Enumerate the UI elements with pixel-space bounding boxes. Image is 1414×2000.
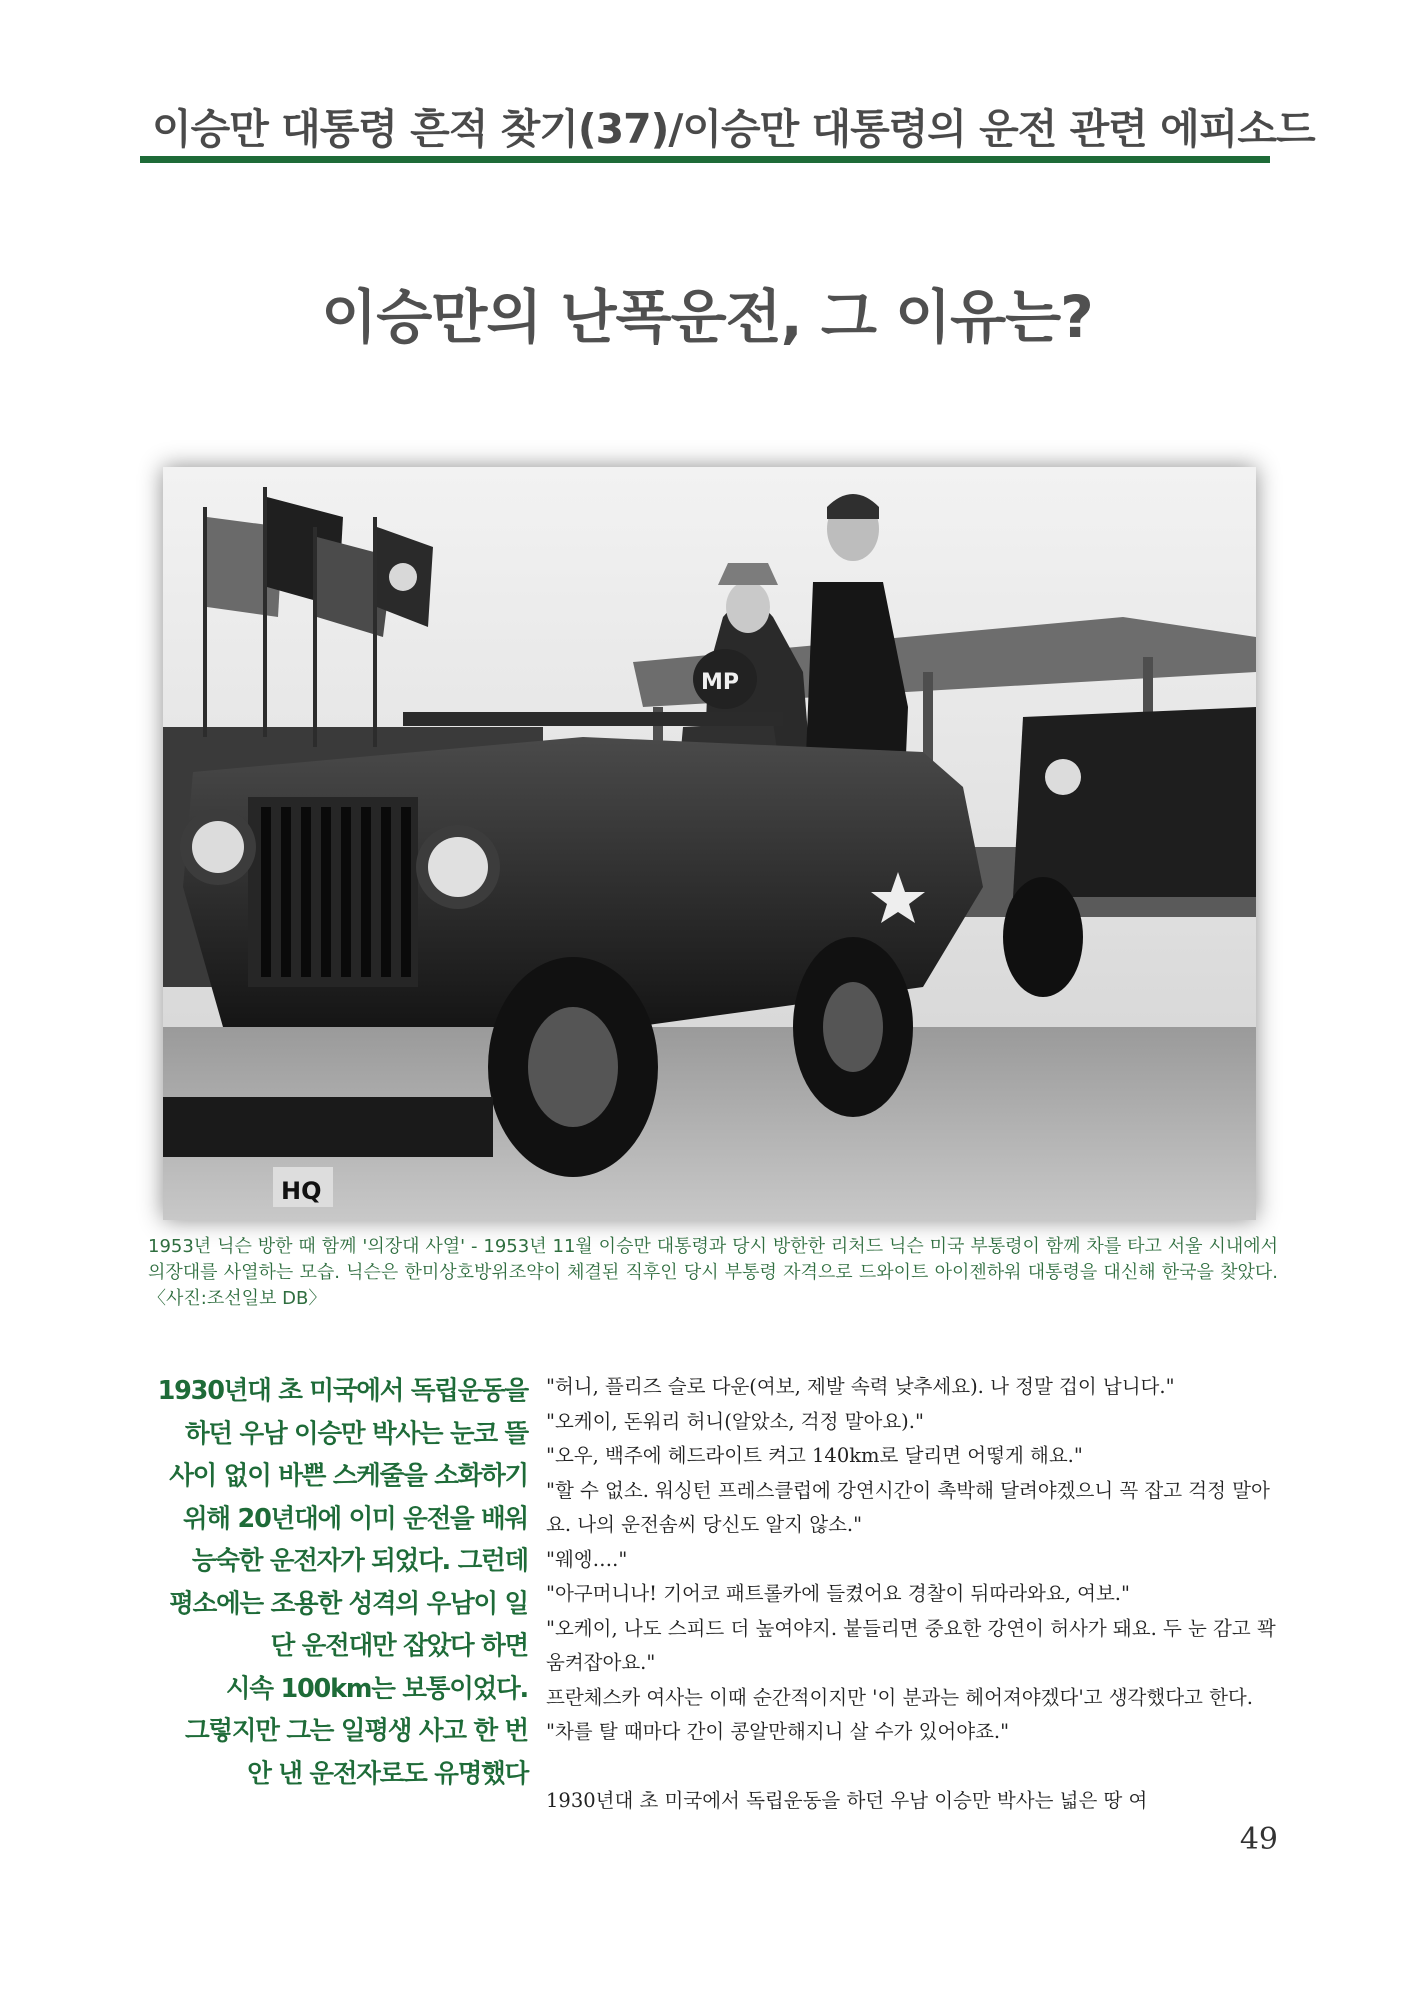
article-photo [163,467,1256,1220]
page-header [140,96,1315,155]
body-paragraph: "오케이, 돈워리 허니(알았소, 걱정 말아요)." [546,1409,924,1433]
body-paragraph: "오케이, 나도 스피드 더 높여야지. 붙들리면 중요한 강연이 허사가 돼요. 두 눈 감고 꽉 움켜잡아요." [546,1616,1276,1674]
pull-quote-line: 시속 100km는 보통이었다. [225,1673,528,1704]
body-paragraph: "할 수 없소. 워싱턴 프레스클럽에 강연시간이 촉박해 달려야겠으니 꼭 잡고 걱정 말아요. 나의 운전솜씨 당신도 알지 않소." [546,1478,1270,1536]
plate-text: HQ [281,1177,322,1205]
photo-caption: 1953년 닉슨 방한 때 함께 '의장대 사열' - 1953년 11월 이승만 대통령과 당시 방한한 리처드 닉슨 미국 부통령이 함께 차를 타고 서울 시내에서 의장대를 사열하는 모습. 닉슨은 한미상호방위조약이 체결된 직후인 당시 부통령 자격으로 드와이트 아이젠하워 대통령을 대신해 한국을 찾았다. 〈사진:조선일보 DB〉 [148,1236,1278,1309]
pull-quote-line: 하던 우남 이승만 박사는 눈코 뜰 [184,1418,528,1449]
header-rule [140,156,1270,163]
body-paragraph-last: 1930년대 초 미국에서 독립운동을 하던 우남 이승만 박사는 넓은 땅 여 [546,1788,1148,1812]
pull-quote-line: 1930년대 초 미국에서 독립운동을 [157,1376,528,1406]
body-paragraph: 프란체스카 여사는 이때 순간적이지만 '이 분과는 헤어져야겠다'고 생각했다고 한다. "차를 탈 때마다 간이 콩알만해지니 살 수가 있어야죠." [546,1685,1253,1743]
pull-quote-line: 평소에는 조용한 성격의 우남이 일 [169,1588,528,1619]
body-paragraph: "아구머니나! 기어코 패트롤카에 들켰어요 경찰이 뒤따라와요, 여보." [546,1582,1130,1605]
page-number: 49 [1239,1822,1278,1857]
svg-text:MP: MP [701,670,740,695]
pull-quote-line: 사이 없이 바쁜 스케줄을 소화하기 [169,1461,528,1491]
body-paragraph: "웨엥…." [546,1547,628,1571]
body-paragraph: "오우, 백주에 헤드라이트 켜고 140km로 달리면 어떻게 해요." [546,1444,1083,1467]
pull-quote-line: 능숙한 운전자가 되었다. 그런데 [191,1546,528,1576]
jeep-parade-photo [163,467,1256,1220]
pull-quote-line: 그렇지만 그는 일평생 사고 한 번 [184,1716,528,1746]
article-body [546,1370,1281,1818]
article-title: 이승만의 난폭운전, 그 이유는? [321,283,1093,351]
pull-quote-line: 안 낸 운전자로도 유명했다 [247,1758,528,1789]
pull-quote [108,1370,528,1795]
paragraph-gap [546,1750,1281,1784]
pull-quote-line: 단 운전대만 잡았다 하면 [270,1631,528,1661]
pull-quote-line: 위해 20년대에 이미 운전을 배워 [183,1503,528,1534]
header-title: 이승만 대통령 흔적 찾기(37)/이승만 대통령의 운전 관련 에피소드 [152,105,1315,153]
body-paragraph: "허니, 플리즈 슬로 다운(여보, 제발 속력 낮추세요). 나 정말 겁이 납니다." [546,1375,1175,1398]
